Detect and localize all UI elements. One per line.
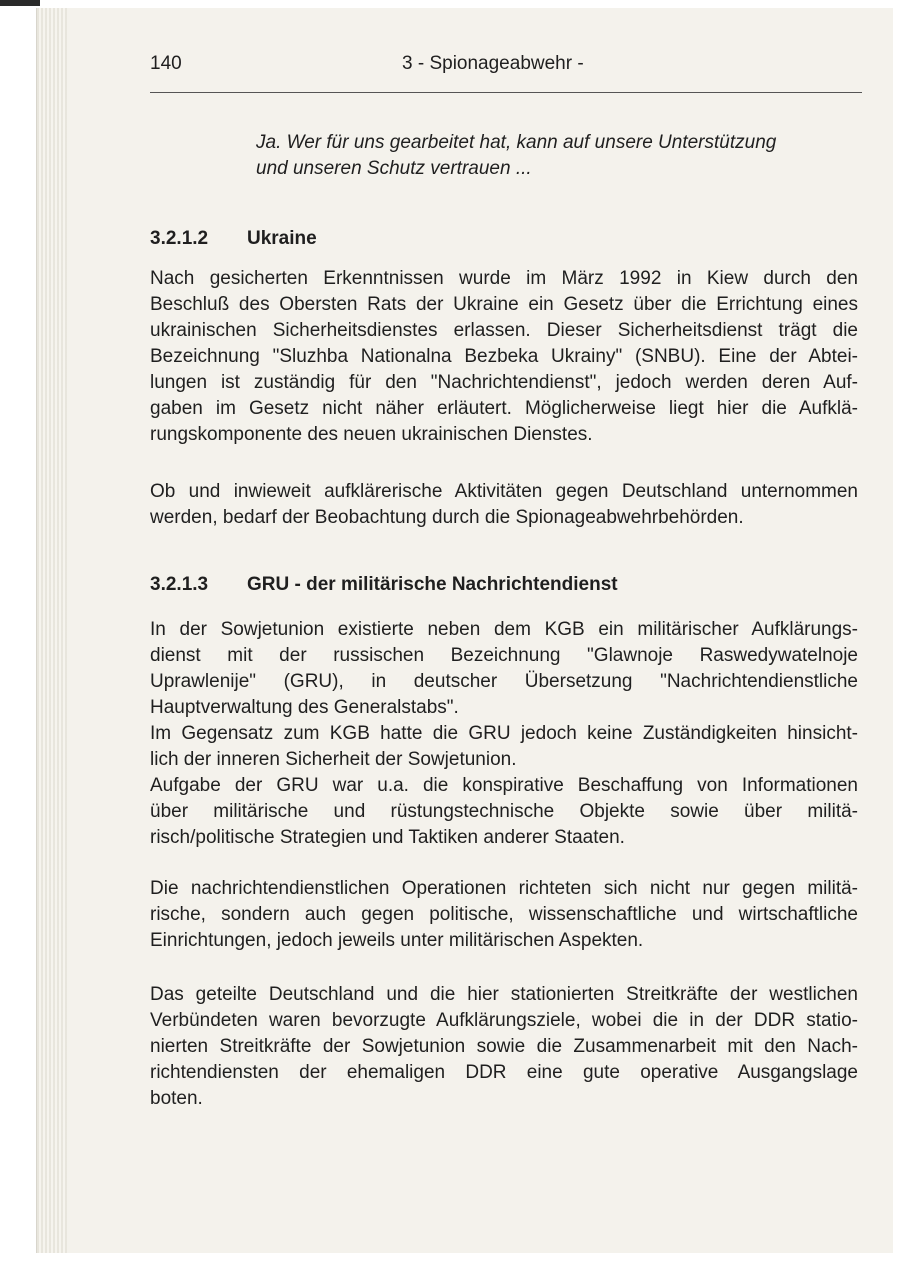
text-line: Nach gesicherten Erkenntnissen wurde im März 1992 in Kiew durch den [150, 268, 858, 289]
paragraph [150, 266, 858, 448]
text-line: rungskomponente des neuen ukrainischen Dienstes. [150, 424, 593, 445]
text-line: lich der inneren Sicherheit der Sowjetunion. [150, 749, 517, 770]
text-line: In der Sowjetunion existierte neben dem KGB ein militärischer Aufklärungs- [150, 619, 858, 640]
text-line: gaben im Gesetz nicht näher erläutert. Möglicherweise liegt hier die Aufklä- [150, 398, 858, 419]
text-line: Uprawlenije" (GRU), in deutscher Übersetzung "Nachrichtendienstliche [150, 671, 858, 692]
page-edges [37, 8, 67, 1253]
paragraph [150, 982, 858, 1112]
page-header [150, 50, 858, 80]
text-line: Aufgabe der GRU war u.a. die konspirative Beschaffung von Informationen [150, 775, 858, 796]
text-line: boten. [150, 1088, 203, 1109]
text-line: Bezeichnung "Sluzhba Nationalna Bezbeka Ukrainy" (SNBU). Eine der Abtei- [150, 346, 858, 367]
paragraph [150, 617, 858, 851]
text-line: lungen ist zuständig für den "Nachrichtendienst", jedoch werden deren Auf- [150, 372, 858, 393]
text-line: dienst mit der russischen Bezeichnung "Glawnoje Raswedywatelnoje [150, 645, 858, 666]
text-line: risch/politische Strategien und Taktiken anderer Staaten. [150, 827, 625, 848]
quote-block [256, 130, 836, 182]
text-line: nierten Streitkräfte der Sowjetunion sowie die Zusammenarbeit mit den Nach- [150, 1036, 858, 1057]
paragraph [150, 876, 858, 954]
text-line: rische, sondern auch gegen politische, wissenschaftliche und wirtschaftliche [150, 904, 858, 925]
text-line: Einrichtungen, jedoch jeweils unter militärischen Aspekten. [150, 930, 644, 951]
text-line: Verbündeten waren bevorzugte Aufklärungsziele, wobei die in der DDR statio- [150, 1010, 858, 1031]
section-number: 3.2.1.2 [150, 228, 209, 249]
text-line: richtendiensten der ehemaligen DDR eine gute operative Ausgangslage [150, 1062, 858, 1083]
text-line: Hauptverwaltung des Generalstabs". [150, 697, 459, 718]
paragraph [150, 479, 858, 531]
text-line: über militärische und rüstungstechnische Objekte sowie über militä- [150, 801, 858, 822]
text-line: werden, bedarf der Beobachtung durch die Spionageabwehrbehörden. [150, 507, 744, 528]
text-line: Ob und inwieweit aufklärerische Aktivitäten gegen Deutschland unternommen [150, 481, 858, 502]
section-heading-gru [150, 572, 618, 598]
text-line: Beschluß des Obersten Rats der Ukraine ein Gesetz über die Errichtung eines [150, 294, 858, 315]
scan-corner-mark [0, 0, 40, 6]
section-number: 3.2.1.3 [150, 574, 209, 595]
running-head: 3 - Spionageabwehr - [402, 53, 584, 74]
text-line: ukrainischen Sicherheitsdienstes erlassen. Dieser Sicherheitsdienst trägt die [150, 320, 858, 341]
header-rule [150, 92, 862, 93]
text-line: Die nachrichtendienstlichen Operationen richteten sich nicht nur gegen militä- [150, 878, 858, 899]
page-number: 140 [150, 53, 182, 74]
section-heading-ukraine [150, 226, 317, 252]
text-line: Im Gegensatz zum KGB hatte die GRU jedoch keine Zuständigkeiten hinsicht- [150, 723, 858, 744]
quote-line: Ja. Wer für uns gearbeitet hat, kann auf unsere Unterstützung [256, 132, 777, 153]
text-line: Das geteilte Deutschland und die hier stationierten Streitkräfte der westlichen [150, 984, 858, 1005]
quote-line: und unseren Schutz vertrauen ... [256, 158, 532, 179]
section-title: GRU - der militärische Nachrichtendienst [247, 574, 618, 595]
section-title: Ukraine [247, 228, 317, 249]
